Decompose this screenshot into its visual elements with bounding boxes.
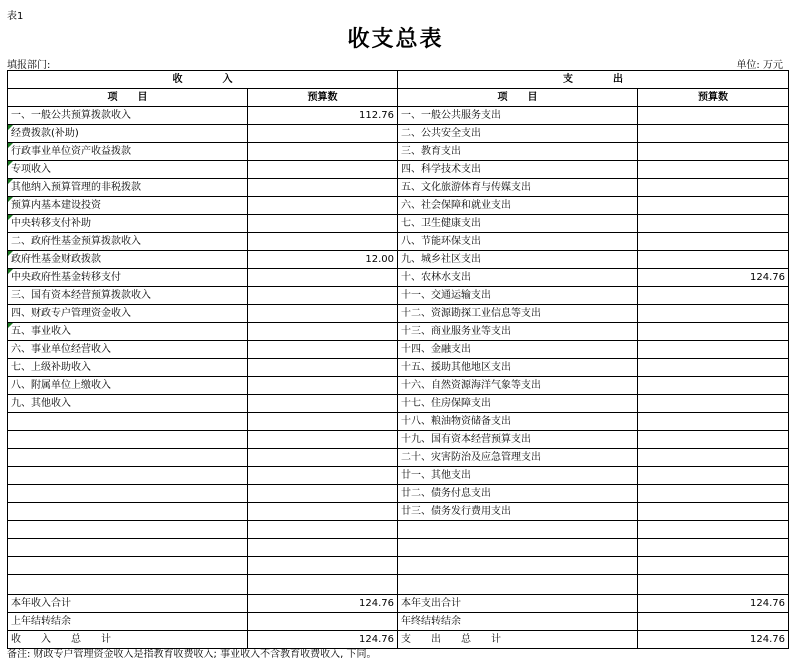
expense-header: 支 出 <box>398 71 789 89</box>
sheet-caption: 表1 <box>7 11 24 22</box>
income-total-label: 收 入 总 计 <box>8 631 248 649</box>
income-budget-cell <box>248 467 398 485</box>
income-item-cell: 行政事业单位资产收益拨款 <box>8 143 248 161</box>
income-budget-cell <box>248 521 398 539</box>
income-item-cell: 三、国有资本经营预算拨款收入 <box>8 287 248 305</box>
expense-item-cell: 七、卫生健康支出 <box>398 215 638 233</box>
income-item-cell: 八、附属单位上缴收入 <box>8 377 248 395</box>
table-row <box>8 341 789 359</box>
income-budget-cell <box>248 557 398 575</box>
expense-budget-cell <box>638 233 789 251</box>
footnote: 备注: 财政专户管理资金收入是指教育收费收入; 事业收入不含教育收费收入, 下同。 <box>7 649 377 660</box>
income-total-value: 124.76 <box>248 631 398 649</box>
expense-budget-cell <box>638 251 789 269</box>
income-budget-cell <box>248 359 398 377</box>
income-item-cell: 经费拨款(补助) <box>8 125 248 143</box>
expense-budget-cell <box>638 485 789 503</box>
expense-total-label: 年终结转结余 <box>398 613 638 631</box>
income-budget-cell: 112.76 <box>248 107 398 125</box>
expense-budget-cell <box>638 197 789 215</box>
expense-item-cell: 四、科学技术支出 <box>398 161 638 179</box>
expense-item-cell: 廿三、债务发行费用支出 <box>398 503 638 521</box>
table-row <box>8 467 789 485</box>
table-row <box>8 431 789 449</box>
income-item-cell <box>8 431 248 449</box>
table-row <box>8 485 789 503</box>
expense-total-label: 支 出 总 计 <box>398 631 638 649</box>
income-budget-cell: 12.00 <box>248 251 398 269</box>
expense-budget-cell <box>638 125 789 143</box>
income-item-cell: 二、政府性基金预算拨款收入 <box>8 233 248 251</box>
section-header-row <box>8 71 789 89</box>
expense-item-cell: 十二、资源勘探工业信息等支出 <box>398 305 638 323</box>
expense-total-label: 本年支出合计 <box>398 595 638 613</box>
expense-total-value <box>638 613 789 631</box>
expense-budget-cell <box>638 449 789 467</box>
expense-budget-cell <box>638 539 789 557</box>
income-budget-cell <box>248 449 398 467</box>
income-budget-cell <box>248 269 398 287</box>
table-row <box>8 413 789 431</box>
income-item-cell <box>8 575 248 595</box>
income-budget-cell <box>248 197 398 215</box>
income-budget-cell <box>248 485 398 503</box>
income-budget-cell <box>248 413 398 431</box>
income-item-cell: 七、上级补助收入 <box>8 359 248 377</box>
income-item-cell: 预算内基本建设投资 <box>8 197 248 215</box>
dept-label: 填报部门: <box>7 60 51 71</box>
income-item-cell <box>8 467 248 485</box>
expense-budget-header: 预算数 <box>638 89 789 107</box>
expense-item-cell: 八、节能环保支出 <box>398 233 638 251</box>
expense-budget-cell <box>638 557 789 575</box>
income-item-cell: 九、其他收入 <box>8 395 248 413</box>
income-budget-cell <box>248 503 398 521</box>
table-row <box>8 215 789 233</box>
income-item-cell: 中央转移支付补助 <box>8 215 248 233</box>
expense-item-header: 项 目 <box>398 89 638 107</box>
expense-item-cell: 十八、粮油物资储备支出 <box>398 413 638 431</box>
table-row <box>8 395 789 413</box>
expense-item-cell <box>398 557 638 575</box>
expense-total-value: 124.76 <box>638 631 789 649</box>
table-row <box>8 161 789 179</box>
expense-budget-cell <box>638 161 789 179</box>
expense-item-cell: 十一、交通运输支出 <box>398 287 638 305</box>
income-budget-cell <box>248 125 398 143</box>
table-row <box>8 269 789 287</box>
table-row <box>8 503 789 521</box>
income-budget-header: 预算数 <box>248 89 398 107</box>
income-budget-cell <box>248 431 398 449</box>
income-item-cell: 四、财政专户管理资金收入 <box>8 305 248 323</box>
table-row <box>8 377 789 395</box>
income-item-cell <box>8 557 248 575</box>
table-row <box>8 521 789 539</box>
expense-item-cell: 十七、住房保障支出 <box>398 395 638 413</box>
income-budget-cell <box>248 575 398 595</box>
income-budget-cell <box>248 233 398 251</box>
income-item-cell <box>8 503 248 521</box>
expense-budget-cell <box>638 143 789 161</box>
expense-item-cell: 二、公共安全支出 <box>398 125 638 143</box>
table-row <box>8 107 789 125</box>
expense-item-cell: 廿一、其他支出 <box>398 467 638 485</box>
total-row <box>8 613 789 631</box>
expense-item-cell: 廿二、债务付息支出 <box>398 485 638 503</box>
expense-budget-cell <box>638 575 789 595</box>
income-budget-cell <box>248 377 398 395</box>
income-budget-cell <box>248 287 398 305</box>
budget-table <box>7 70 789 649</box>
expense-item-cell: 十四、金融支出 <box>398 341 638 359</box>
table-row <box>8 287 789 305</box>
income-item-cell <box>8 521 248 539</box>
income-total-value <box>248 613 398 631</box>
table-row <box>8 125 789 143</box>
income-item-cell: 六、事业单位经营收入 <box>8 341 248 359</box>
income-total-label: 本年收入合计 <box>8 595 248 613</box>
income-budget-cell <box>248 305 398 323</box>
table-row <box>8 539 789 557</box>
income-budget-cell <box>248 215 398 233</box>
income-item-cell: 专项收入 <box>8 161 248 179</box>
expense-budget-cell <box>638 107 789 125</box>
income-item-cell: 一、一般公共预算拨款收入 <box>8 107 248 125</box>
expense-item-cell <box>398 575 638 595</box>
income-item-cell <box>8 413 248 431</box>
expense-item-cell: 十六、自然资源海洋气象等支出 <box>398 377 638 395</box>
expense-budget-cell <box>638 179 789 197</box>
income-item-cell: 其他纳入预算管理的非税拨款 <box>8 179 248 197</box>
income-item-header: 项 目 <box>8 89 248 107</box>
expense-budget-cell <box>638 521 789 539</box>
table-row <box>8 557 789 575</box>
income-budget-cell <box>248 539 398 557</box>
unit-label: 单位: 万元 <box>736 60 783 71</box>
total-row <box>8 595 789 613</box>
income-item-cell: 中央政府性基金转移支付 <box>8 269 248 287</box>
table-row <box>8 359 789 377</box>
income-item-cell <box>8 449 248 467</box>
table-row <box>8 323 789 341</box>
column-header-row <box>8 89 789 107</box>
income-budget-cell <box>248 143 398 161</box>
table-row <box>8 143 789 161</box>
expense-item-cell: 十、农林水支出 <box>398 269 638 287</box>
expense-budget-cell <box>638 359 789 377</box>
expense-budget-cell <box>638 431 789 449</box>
expense-item-cell <box>398 539 638 557</box>
table-row <box>8 251 789 269</box>
page-title: 收支总表 <box>347 27 444 52</box>
expense-item-cell: 十三、商业服务业等支出 <box>398 323 638 341</box>
table-row <box>8 197 789 215</box>
expense-item-cell: 五、文化旅游体育与传媒支出 <box>398 179 638 197</box>
expense-budget-cell <box>638 215 789 233</box>
table-row <box>8 575 789 595</box>
income-budget-cell <box>248 161 398 179</box>
table-row <box>8 233 789 251</box>
expense-budget-cell <box>638 503 789 521</box>
income-budget-cell <box>248 179 398 197</box>
table-row <box>8 305 789 323</box>
income-budget-cell <box>248 323 398 341</box>
expense-budget-cell <box>638 377 789 395</box>
income-item-cell: 五、事业收入 <box>8 323 248 341</box>
income-item-cell <box>8 539 248 557</box>
expense-budget-cell <box>638 395 789 413</box>
income-total-value: 124.76 <box>248 595 398 613</box>
table-row <box>8 179 789 197</box>
expense-budget-cell <box>638 467 789 485</box>
expense-item-cell: 一、一般公共服务支出 <box>398 107 638 125</box>
expense-item-cell: 三、教育支出 <box>398 143 638 161</box>
expense-item-cell: 十五、援助其他地区支出 <box>398 359 638 377</box>
expense-item-cell <box>398 521 638 539</box>
income-budget-cell <box>248 395 398 413</box>
expense-budget-cell <box>638 305 789 323</box>
expense-budget-cell <box>638 341 789 359</box>
income-item-cell: 政府性基金财政拨款 <box>8 251 248 269</box>
table-row <box>8 449 789 467</box>
expense-item-cell: 九、城乡社区支出 <box>398 251 638 269</box>
expense-total-value: 124.76 <box>638 595 789 613</box>
income-budget-cell <box>248 341 398 359</box>
expense-item-cell: 六、社会保障和就业支出 <box>398 197 638 215</box>
income-total-label: 上年结转结余 <box>8 613 248 631</box>
expense-budget-cell <box>638 287 789 305</box>
expense-budget-cell <box>638 323 789 341</box>
expense-item-cell: 十九、国有资本经营预算支出 <box>398 431 638 449</box>
expense-budget-cell <box>638 413 789 431</box>
expense-budget-cell: 124.76 <box>638 269 789 287</box>
expense-item-cell: 二十、灾害防治及应急管理支出 <box>398 449 638 467</box>
income-item-cell <box>8 485 248 503</box>
income-header: 收 入 <box>8 71 398 89</box>
